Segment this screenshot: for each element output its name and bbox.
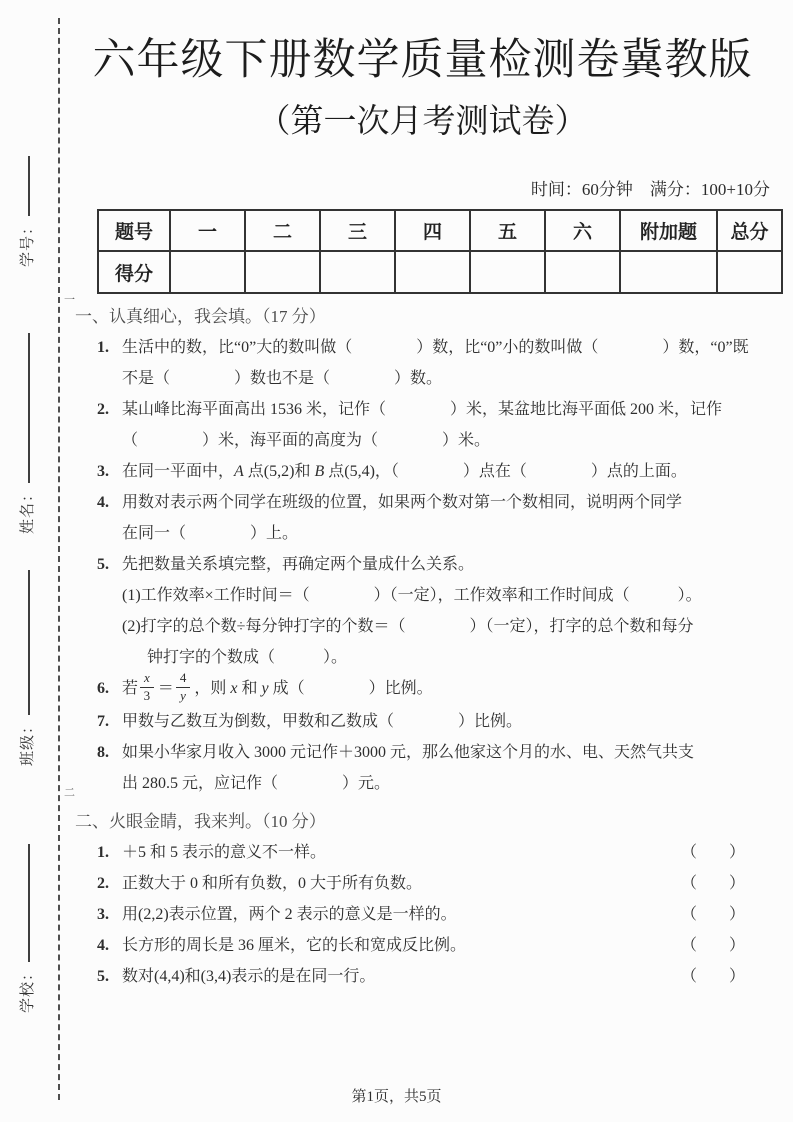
judge-item-3: 3. 用(2,2)表示位置，两个 2 表示的意义是一样的。 （ ） (97, 899, 770, 930)
student-name-label: 姓名： (20, 485, 36, 534)
answer-blank: （ ） (680, 936, 745, 954)
question-number: 2. (97, 874, 109, 892)
header-cell-tihao: 题号 (98, 210, 170, 251)
question-5-sub2: (2)打字的总个数÷每分钟打字的个数＝（ ）（一定），打字的总个数和每分 (122, 618, 694, 635)
student-id-field (16, 156, 37, 267)
header-cell-1: 一 (170, 210, 245, 251)
judge-item-4: 4. 长方形的周长是 36 厘米，它的长和宽成反比例。 （ ） (97, 930, 770, 961)
header-cell-2: 二 (245, 210, 320, 251)
question-number: 8. (97, 743, 109, 761)
main-content (75, 0, 770, 992)
header-cell-4: 四 (395, 210, 470, 251)
question-number: 5. (97, 967, 109, 985)
header-cell-5: 五 (470, 210, 545, 251)
student-id-label: 学号： (20, 218, 36, 267)
question-2: 2. 某山峰比海平面高出 1536 米，记作（ ）米，某盆地比海平面低 200 米，记作 （ ）米，海平面的高度为（ ）米。 (97, 394, 770, 456)
question-3: 3. 在同一平面中，A 点(5,2)和 B 点(5,4)，（ ）点在（ ）点的上面。 (97, 456, 770, 487)
class-blank-line (25, 570, 30, 715)
question-5: 5. 先把数量关系填完整，再确定两个量成什么关系。 (1)工作效率×工作时间＝（ ）（一定），工作效率和工作时间成（ ）。 (2)打字的总个数÷每分钟打字的个数＝（ ）（一定），打字的总个数和每分 钟打字的个数成（ ）。 (97, 549, 770, 673)
header-cell-6: 六 (545, 210, 620, 251)
fraction-x-over-3: $\frac{x}{3}$ (140, 671, 154, 704)
student-name-field (16, 333, 37, 534)
page-title: 六年级下册数学质量检测卷冀教版 (92, 37, 753, 84)
section2-heading: 二、火眼金睛，我来判。（10 分） (75, 811, 326, 831)
fold-mark-one: 一 (64, 294, 75, 306)
header-cell-total: 总分 (717, 210, 782, 251)
question-number: 7. (97, 712, 109, 730)
question-4: 4. 用数对表示两个同学在班级的位置，如果两个数对第一个数相同，说明两个同学 在同一（ ）上。 (97, 487, 770, 549)
question-1: 1. 生活中的数，比“0”大的数叫做（ ）数，比“0”小的数叫做（ ）数，“0”既 不是（ ）数也不是（ ）数。 (97, 332, 770, 394)
score-cell (470, 251, 545, 293)
exam-meta: 时间：60分钟 满分：100+10分 (530, 180, 770, 199)
math-variable-b: B (314, 463, 325, 480)
class-field (16, 570, 37, 766)
school-blank-line (25, 844, 30, 962)
fold-dashed-line (58, 18, 60, 1100)
score-row-label: 得分 (98, 251, 170, 293)
question-6: 6. 若 $\frac{x}{3}$ ＝ $\frac{4}{y}$ ，则 x 和 y 成（ ）比例。 (97, 670, 433, 703)
header-cell-extra: 附加题 (620, 210, 717, 251)
answer-blank: （ ） (680, 874, 745, 892)
question-8: 8. 如果小华家月收入 3000 元记作＋3000 元，那么他家这个月的水、电、天然气共支 出 280.5 元，应记作（ ）元。 (97, 737, 770, 799)
score-cell (717, 251, 782, 293)
question-number: 6. (97, 680, 109, 698)
score-table (97, 209, 783, 294)
math-variable-x: x (230, 680, 238, 698)
score-table-score-row (98, 251, 782, 293)
score-cell (620, 251, 717, 293)
math-variable-y: y (261, 680, 269, 698)
page-footer: 第1页，共5页 (351, 1089, 442, 1105)
judge-item-5: 5. 数对(4,4)和(3,4)表示的是在同一行。 （ ） (97, 961, 770, 992)
question-number: 1. (97, 339, 109, 356)
question-number: 1. (97, 843, 109, 861)
score-table-header-row (98, 210, 782, 251)
question-number: 3. (97, 905, 109, 923)
score-cell (545, 251, 620, 293)
score-cell (395, 251, 470, 293)
fraction-4-over-y: $\frac{4}{y}$ (176, 671, 191, 704)
section1-heading: 一、认真细心，我会填。（17 分） (75, 307, 326, 326)
header-cell-3: 三 (320, 210, 395, 251)
answer-blank: （ ） (680, 843, 745, 861)
question-number: 5. (97, 556, 109, 573)
class-label: 班级： (20, 717, 36, 766)
fold-mark-two: 二 (64, 787, 75, 799)
answer-blank: （ ） (680, 967, 745, 985)
judge-item-1: 1. ＋5 和 5 表示的意义不一样。 （ ） (97, 837, 770, 868)
question-5-sub1: (1)工作效率×工作时间＝（ ）（一定），工作效率和工作时间成（ ）。 (122, 587, 702, 604)
score-cell (320, 251, 395, 293)
question-7: 7. 甲数与乙数互为倒数，甲数和乙数成（ ）比例。 (97, 706, 770, 737)
school-field (16, 844, 37, 1013)
answer-blank: （ ） (680, 905, 745, 923)
judge-item-2: 2. 正数大于 0 和所有负数，0 大于所有负数。 （ ） (97, 868, 770, 899)
question-number: 2. (97, 401, 109, 418)
math-variable-a: A (234, 463, 244, 480)
student-id-blank-line (25, 156, 30, 216)
score-cell (170, 251, 245, 293)
question-number: 4. (97, 494, 109, 511)
school-label: 学校： (20, 964, 36, 1013)
question-number: 3. (97, 463, 109, 480)
student-name-blank-line (25, 333, 30, 483)
page-subtitle: （第一次月考测试卷） (257, 104, 588, 140)
score-cell (245, 251, 320, 293)
question-number: 4. (97, 936, 109, 954)
